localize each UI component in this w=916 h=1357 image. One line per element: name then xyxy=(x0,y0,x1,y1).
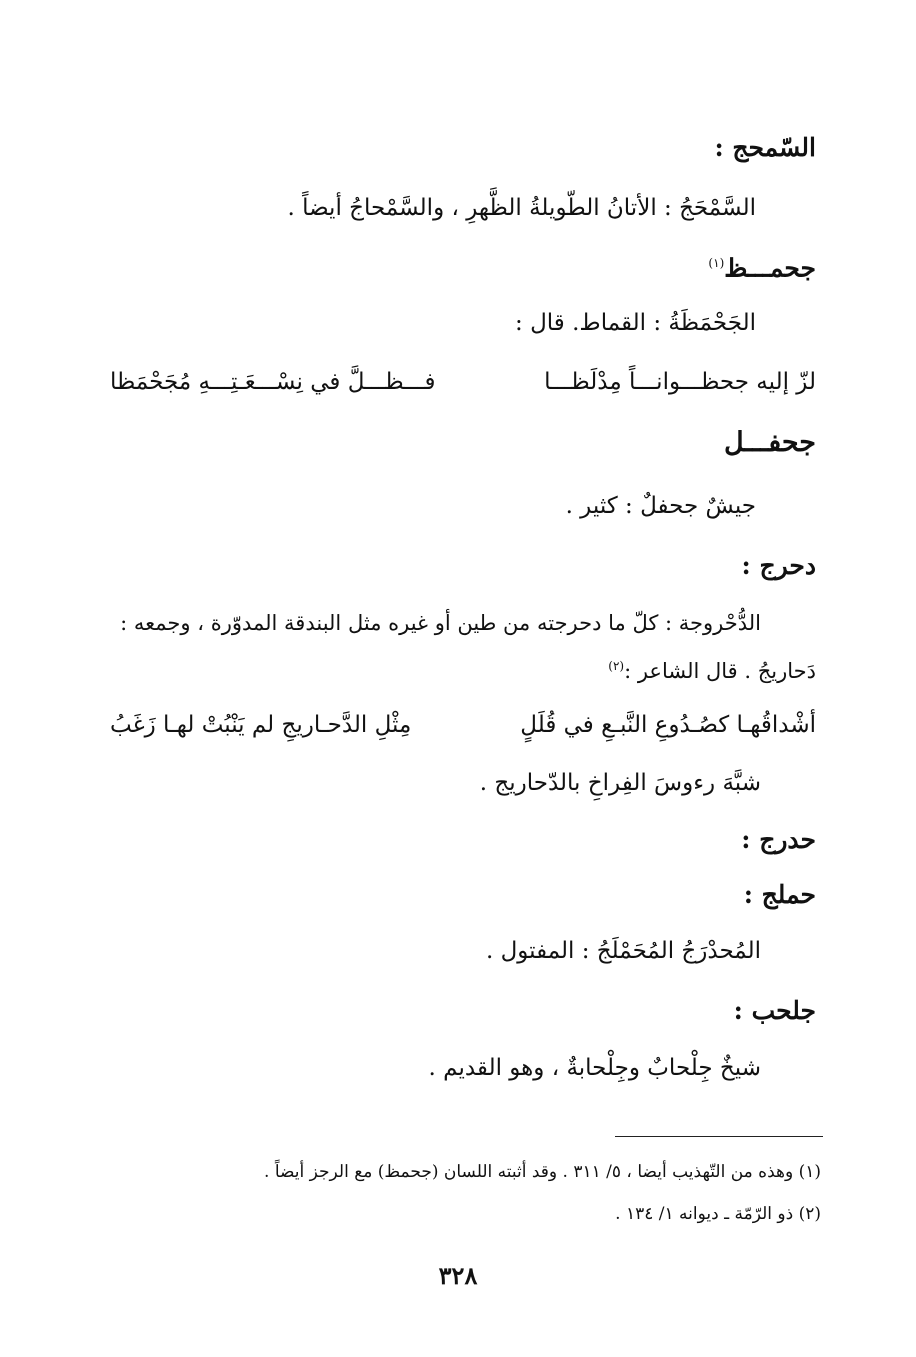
verse-hemistich-left: فـــظـــلَّ في نِسْـــعَـتِـــهِ مُجَحْمَظا xyxy=(110,369,436,395)
entry-definition-jahmaz: الجَحْمَظَةُ : القماط. قال : xyxy=(515,310,756,336)
entry-heading-dahraj: دحرج : xyxy=(741,551,816,580)
footnote-separator xyxy=(615,1136,823,1137)
entry-heading-hamlaj: حملج : xyxy=(743,880,816,909)
entry-heading-jahfal: جحفـــل xyxy=(724,427,816,458)
line-text: دَحاريجُ . قال الشاعر : xyxy=(624,659,816,683)
footnote-ref-1: (١) xyxy=(708,256,725,270)
entry-definition-jahfal: جيشٌ جحفلٌ : كثير . xyxy=(565,493,756,519)
entry-definition-samhaj: السَّمْحَجُ : الأتانُ الطّويلةُ الظَّهرِ ، والسَّمْحاجُ أيضاً . xyxy=(287,195,756,221)
heading-text: جحمـــظ xyxy=(724,253,816,283)
verse-hemistich-right: لزّ إليه جحظـــوانـــاً مِدْلَظـــا xyxy=(544,369,816,395)
entry-definition-dahraj-line2 xyxy=(608,648,816,689)
verse-jahmaz xyxy=(110,362,816,402)
page-number: ٣٢٨ xyxy=(438,1261,478,1290)
footnote-1: (١) وهذه من التّهذيب أيضا ، ٥/ ٣١١ . وقد أثبته اللسان (جحمظ) مع الرجز أيضاً . xyxy=(264,1162,821,1182)
footnote-ref-2: (٢) xyxy=(608,659,625,673)
entry-definition-jalhab: شيخٌ جِلْحابٌ وجِلْحابةٌ ، وهو القديم . xyxy=(428,1055,761,1081)
entry-heading-samhaj: السّمحج : xyxy=(714,133,816,162)
verse-hemistich-left: مِثْلِ الدَّحـاريجِ لم يَنْبُتْ لهـا زَغَبُ xyxy=(110,712,412,738)
entry-definition-hamlaj: المُحدْرَجُ المُحَمْلَجُ : المفتول . xyxy=(485,938,761,964)
footnote-2: (٢) ذو الرّمّة ـ ديوانه ١/ ١٣٤ . xyxy=(615,1204,821,1224)
entry-heading-jalhab: جلحب : xyxy=(733,996,816,1025)
entry-heading-jahmaz xyxy=(708,245,816,286)
entry-commentary-dahraj: شبَّهَ رءوسَ الفِراخِ بالدّحاريج . xyxy=(479,770,761,796)
entry-heading-hadraj: حدرج : xyxy=(741,825,816,854)
verse-hemistich-right: أشْداقُهـا كصُـدُوعِ النَّبـعِ في قُلَلٍ xyxy=(520,712,816,738)
verse-dahraj xyxy=(110,705,816,745)
entry-definition-dahraj-line1: الدُّحْروجة : كلّ ما دحرجته من طين أو غيره مثل البندقة المدوّرة ، وجمعه : xyxy=(120,611,761,635)
